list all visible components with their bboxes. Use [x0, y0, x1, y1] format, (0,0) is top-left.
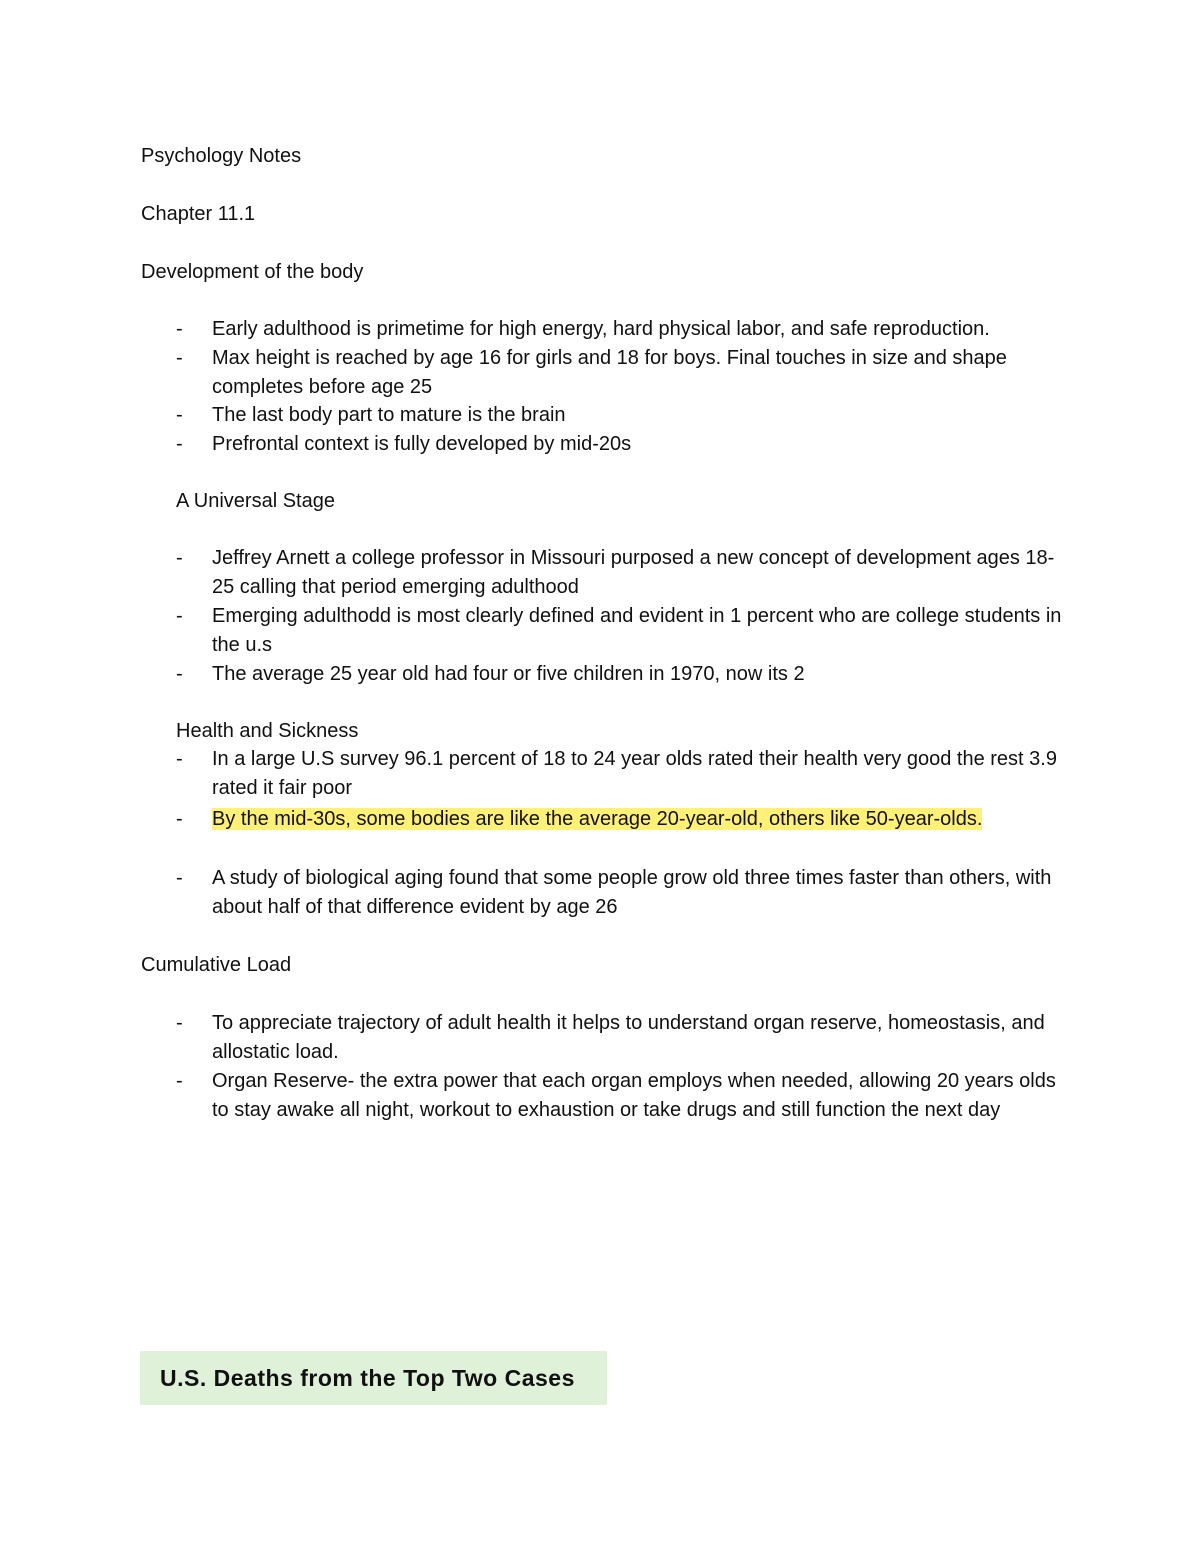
section-heading-universal: A Universal Stage: [176, 490, 335, 512]
list-item-text: The last body part to mature is the brain: [212, 404, 566, 426]
deaths-title: U.S. Deaths from the Top Two Cases: [160, 1365, 575, 1391]
list-item-text: Early adulthood is primetime for high energy, hard physical labor, and safe reproduction.: [212, 318, 990, 340]
dash-bullet: -: [176, 404, 183, 426]
document-title: Psychology Notes: [141, 145, 302, 167]
chapter-label: Chapter 11.1: [141, 203, 256, 225]
dash-bullet: -: [176, 547, 183, 569]
list-item-text: The average 25 year old had four or five children in 1970, now its 2: [212, 663, 805, 685]
list-item-text: Organ Reserve- the extra power that each organ employs when needed, allowing 20 years olds to stay awake all night, workout to exhaustion or take drugs and still function the next day: [212, 1070, 1056, 1121]
list-item-text: Emerging adulthodd is most clearly defined and evident in 1 percent who are college students in the u.s: [212, 605, 1062, 656]
dash-bullet: -: [176, 867, 183, 889]
section-heading-development: Development of the body: [141, 261, 364, 283]
highlighted-text: By the mid-30s, some bodies are like the average 20-year-old, others like 50-year-olds.: [212, 808, 983, 830]
dash-bullet: -: [176, 433, 183, 455]
section-heading-cumulative: Cumulative Load: [141, 954, 292, 976]
section-heading-health: Health and Sickness: [176, 720, 359, 742]
highlight-wrapper: [212, 804, 1062, 834]
list-item-text: Max height is reached by age 16 for girls and 18 for boys. Final touches in size and shape completes before age 25: [212, 347, 1007, 398]
list-item-text: To appreciate trajectory of adult health it helps to understand organ reserve, homeostasis, and allostatic load.: [212, 1012, 1045, 1063]
list-item-text: A study of biological aging found that some people grow old three times faster than others, with about half of that difference evident by age 26: [212, 867, 1052, 918]
dash-bullet: -: [176, 663, 183, 685]
dash-bullet: -: [176, 1012, 183, 1034]
dash-bullet: -: [176, 605, 183, 627]
dash-bullet: -: [176, 318, 183, 340]
dash-bullet: -: [176, 1070, 183, 1092]
list-item-text: Prefrontal context is fully developed by mid-20s: [212, 433, 632, 455]
dash-bullet: -: [176, 808, 183, 830]
dash-bullet: -: [176, 748, 183, 770]
list-item-text: Jeffrey Arnett a college professor in Missouri purposed a new concept of development ages 18-25 calling that period emerging adulthood: [212, 547, 1055, 598]
list-item-text: In a large U.S survey 96.1 percent of 18 to 24 year olds rated their health very good the rest 3.9 rated it fair poor: [212, 748, 1057, 799]
deaths-title-box: [140, 1351, 607, 1405]
dash-bullet: -: [176, 347, 183, 369]
